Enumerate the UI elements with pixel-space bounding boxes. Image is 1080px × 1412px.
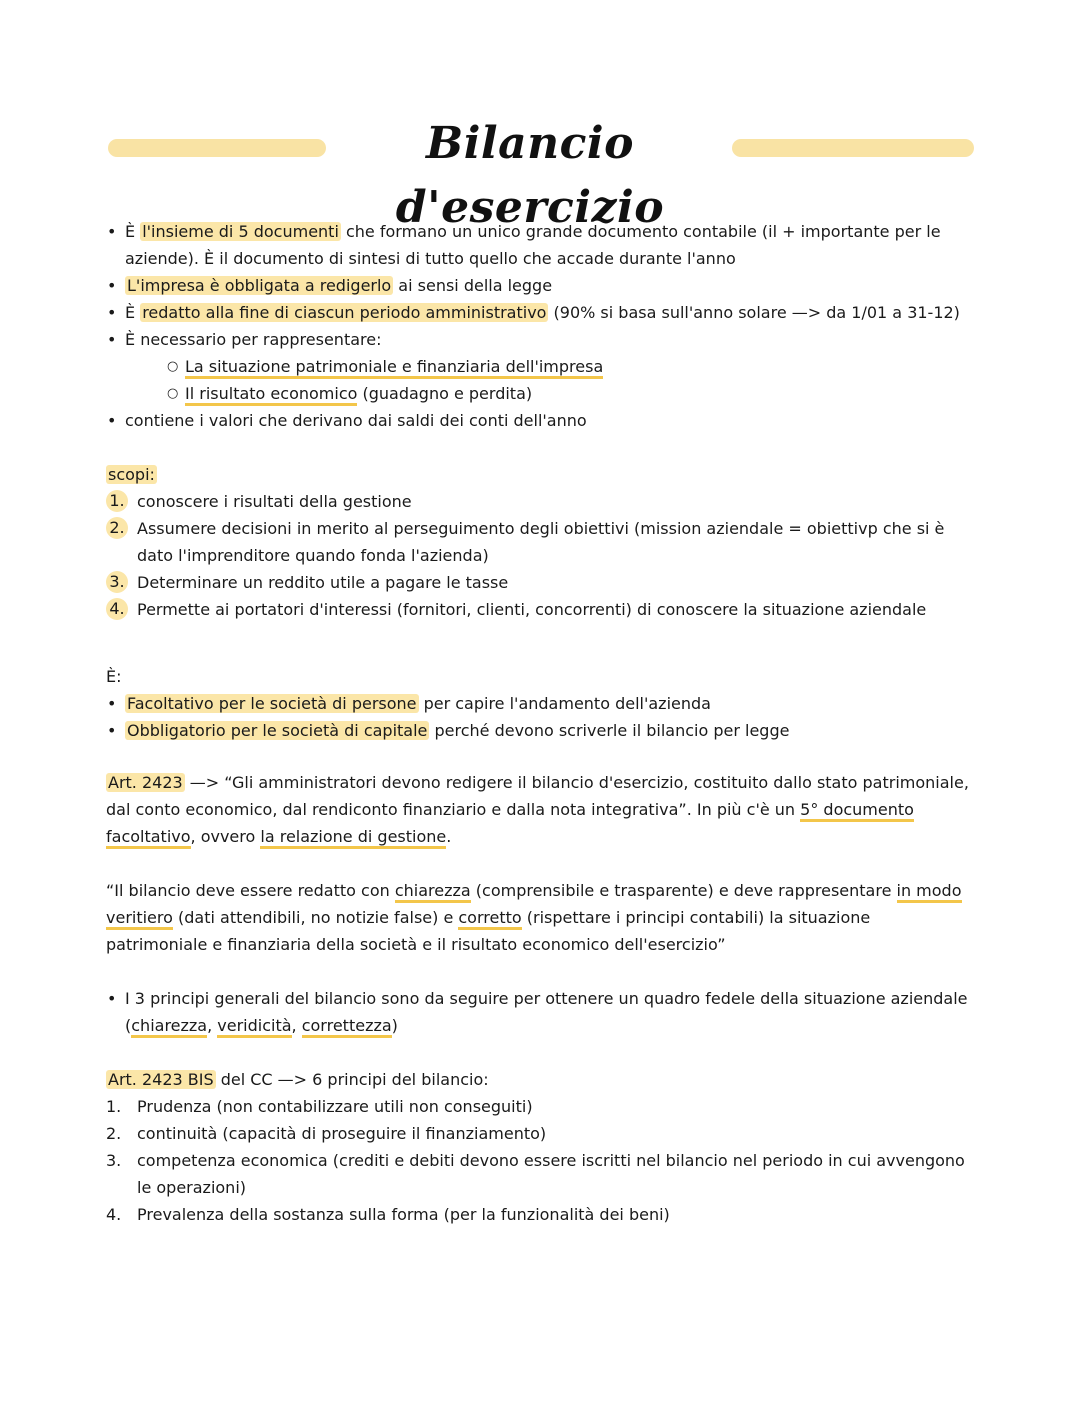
sub-item: ○ Il risultato economico (guadagno e perdita) xyxy=(167,380,976,407)
title-bar-left xyxy=(108,139,326,157)
highlight: Obbligatorio per le società di capitale xyxy=(127,721,428,740)
underline: chiarezza xyxy=(395,881,471,903)
highlight: Facoltativo per le società di persone xyxy=(127,694,417,713)
quote-paragraph: “Il bilancio deve essere redatto con chiarezza (comprensibile e trasparente) e deve rappresentare in modo veritiero (dati attendibili, no notizie false) e corretto (rispettare i principi contabili) la situazione patrimoniale e finanziaria della società e il risultato economico dell'esercizio” xyxy=(106,881,962,954)
highlight: Art. 2423 xyxy=(108,773,183,792)
underline: corretto xyxy=(458,908,521,930)
tipi-list xyxy=(106,690,976,744)
underline: 5° documento facoltativo xyxy=(106,800,914,849)
scopi-heading xyxy=(106,461,976,488)
intro-list xyxy=(106,218,976,434)
intro-bullet: • L'impresa è obbligata a redigerlo ai sensi della legge xyxy=(106,272,976,299)
notes-content xyxy=(106,218,976,1228)
scopi-list xyxy=(106,488,976,623)
underline: la relazione di gestione xyxy=(260,827,446,849)
list-item: 1. Prudenza (non contabilizzare utili non conseguiti) xyxy=(106,1097,533,1116)
list-item: 3. Determinare un reddito utile a pagare le tasse xyxy=(106,569,976,596)
highlight: scopi: xyxy=(108,465,155,484)
sub-item xyxy=(167,353,976,380)
list-item: 2. continuità (capacità di proseguire il finanziamento) xyxy=(106,1124,547,1143)
list-item: • Facoltativo per le società di persone per capire l'andamento dell'azienda xyxy=(106,690,976,717)
intro-bullet: • È l'insieme di 5 documenti che formano un unico grande documento contabile (il + importante per le aziende). È il documento di sintesi di tutto quello che accade durante l'anno xyxy=(106,218,976,272)
art-2423-paragraph: Art. 2423 —> “Gli amministratori devono redigere il bilancio d'esercizio, costituito dallo stato patrimoniale, dal conto economico, dal rendiconto finanziario e dalla nota integrativa”. In più c'è un 5° documento facoltativo, ovvero la relazione di gestione. xyxy=(106,769,976,850)
page-title: Bilancio d'esercizio xyxy=(395,118,665,233)
underline: chiarezza xyxy=(131,1016,207,1038)
underline: La situazione patrimoniale e finanziaria dell'impresa xyxy=(185,357,603,379)
principi-bilancio-list xyxy=(106,1093,976,1228)
highlight: Art. 2423 BIS xyxy=(108,1070,214,1089)
list-item: 1. conoscere i risultati della gestione xyxy=(106,488,976,515)
principi-list xyxy=(106,985,976,1039)
highlight: l'insieme di 5 documenti xyxy=(142,222,339,241)
intro-bullet: • contiene i valori che derivano dai saldi dei conti dell'anno xyxy=(106,407,976,434)
highlight: redatto alla fine di ciascun periodo amministrativo xyxy=(142,303,547,322)
list-item: 4. Prevalenza della sostanza sulla forma (per la funzionalità dei beni) xyxy=(106,1205,670,1224)
list-item: • I 3 principi generali del bilancio sono da seguire per ottenere un quadro fedele della situazione aziendale (chiarezza, veridicità, correttezza) xyxy=(106,985,976,1039)
underline: veridicità xyxy=(217,1016,291,1038)
list-item: 4. Permette ai portatori d'interessi (fornitori, clienti, concorrenti) di conoscere la situazione aziendale xyxy=(106,596,976,623)
tipi-heading: È: xyxy=(106,667,122,686)
underline: in modo veritiero xyxy=(106,881,962,930)
sub-list xyxy=(125,353,976,407)
title-bar-right xyxy=(732,139,974,157)
highlight: L'impresa è obbligata a redigerlo xyxy=(127,276,392,295)
intro-bullet: • È redatto alla fine di ciascun periodo amministrativo (90% si basa sull'anno solare —> da 1/01 a 31-12) xyxy=(106,299,976,326)
list-item: • Obbligatorio per le società di capitale perché devono scriverle il bilancio per legge xyxy=(106,717,976,744)
list-item: 2. Assumere decisioni in merito al perseguimento degli obiettivi (mission aziendale = obiettivp che si è dato l'imprenditore quando fonda l'azienda) xyxy=(106,515,976,569)
underline: Il risultato economico xyxy=(185,384,357,406)
art-2423-bis-heading: Art. 2423 BIS del CC —> 6 principi del bilancio: xyxy=(108,1070,489,1089)
underline: correttezza xyxy=(302,1016,392,1038)
list-item: 3. competenza economica (crediti e debiti devono essere iscritti nel bilancio nel periodo in cui avvengono le operazioni) xyxy=(106,1151,965,1197)
intro-bullet: • È necessario per rappresentare: ○ La situazione patrimoniale e finanziaria dell'impresa ○ Il risultato economico (guadagno e perdita) xyxy=(106,326,976,407)
